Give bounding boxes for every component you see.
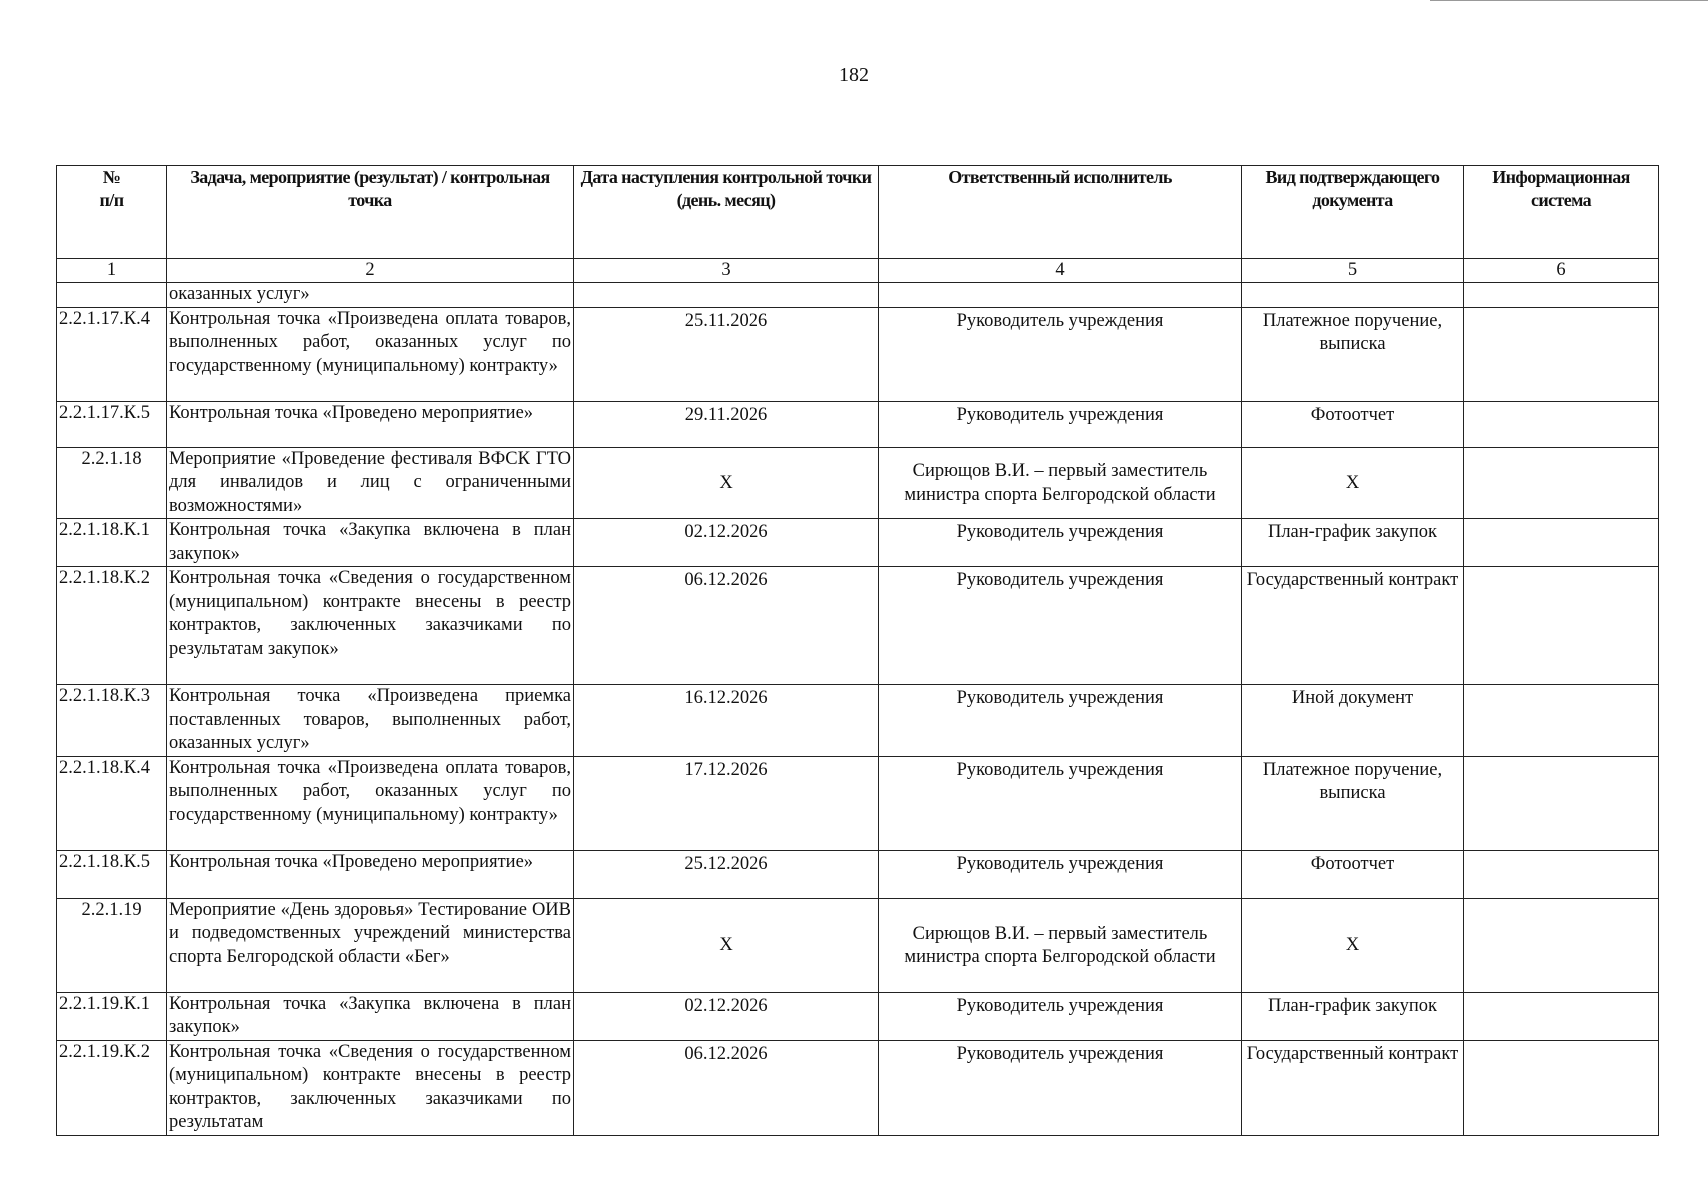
event-row <box>57 898 1659 992</box>
row-date: 02.12.2026 <box>574 992 879 1040</box>
row-system <box>1464 850 1659 898</box>
row-document: Иной документ <box>1242 685 1464 757</box>
row-date: 06.12.2026 <box>574 1040 879 1135</box>
row-task: Контрольная точка «Закупка включена в план закупок» <box>167 992 574 1040</box>
checkpoint-row <box>57 992 1659 1040</box>
row-task: Контрольная точка «Проведено мероприятие» <box>167 850 574 898</box>
row-date: 17.12.2026 <box>574 756 879 850</box>
row-document: План-график закупок <box>1242 992 1464 1040</box>
checkpoint-row <box>57 567 1659 685</box>
checkpoint-row <box>57 756 1659 850</box>
checkpoint-row <box>57 850 1659 898</box>
row-task: Мероприятие «День здоровья» Тестирование ОИВ и подведомственных учреждений министерства спорта Белгородской области «Бег» <box>167 898 574 992</box>
row-document: Платежное поручение, выписка <box>1242 307 1464 401</box>
row-system <box>1464 447 1659 519</box>
row-number: 2.2.1.18.К.3 <box>57 685 167 757</box>
row-task: Мероприятие «Проведение фестиваля ВФСК ГТО для инвалидов и лиц с ограниченными возможностями» <box>167 447 574 519</box>
row-number: 2.2.1.17.К.5 <box>57 401 167 447</box>
row-system <box>1464 1040 1659 1135</box>
row-document: Фотоотчет <box>1242 850 1464 898</box>
plan-table <box>56 165 1659 1136</box>
row-task: Контрольная точка «Сведения о государственном (муниципальном) контракте внесены в реестр контрактов, заключенных заказчиками по результатам <box>167 1040 574 1135</box>
event-row <box>57 447 1659 519</box>
header-number: № п/п <box>57 166 167 259</box>
column-number: 6 <box>1464 259 1659 283</box>
row-responsible: Руководитель учреждения <box>879 519 1242 567</box>
column-number-row <box>57 259 1659 283</box>
row-task: Контрольная точка «Произведена оплата товаров, выполненных работ, оказанных услуг по государственному (муниципальному) контракту» <box>167 307 574 401</box>
row-system <box>1464 519 1659 567</box>
row-number: 2.2.1.18.К.2 <box>57 567 167 685</box>
header-document: Вид подтверждающего документа <box>1242 166 1464 259</box>
header-row <box>57 166 1659 259</box>
row-number: 2.2.1.18 <box>57 447 167 519</box>
row-number: 2.2.1.18.К.5 <box>57 850 167 898</box>
checkpoint-row <box>57 1040 1659 1135</box>
row-responsible: Руководитель учреждения <box>879 567 1242 685</box>
checkpoint-row <box>57 401 1659 447</box>
row-date: Х <box>574 447 879 519</box>
row-task: Контрольная точка «Произведена оплата товаров, выполненных работ, оказанных услуг по государственному (муниципальному) контракту» <box>167 756 574 850</box>
row-system <box>1464 567 1659 685</box>
row-responsible: Руководитель учреждения <box>879 685 1242 757</box>
row-document: Платежное поручение, выписка <box>1242 756 1464 850</box>
continuation-number-cell <box>57 283 167 308</box>
header-system: Информационная система <box>1464 166 1659 259</box>
header-responsible: Ответственный исполнитель <box>879 166 1242 259</box>
checkpoint-row <box>57 519 1659 567</box>
row-date: 06.12.2026 <box>574 567 879 685</box>
row-date: Х <box>574 898 879 992</box>
row-number: 2.2.1.18.К.4 <box>57 756 167 850</box>
continuation-responsible-cell <box>879 283 1242 308</box>
row-system <box>1464 898 1659 992</box>
continuation-date-cell <box>574 283 879 308</box>
row-responsible: Руководитель учреждения <box>879 756 1242 850</box>
row-number: 2.2.1.19.К.1 <box>57 992 167 1040</box>
row-date: 29.11.2026 <box>574 401 879 447</box>
row-task: Контрольная точка «Произведена приемка поставленных товаров, выполненных работ, оказанных услуг» <box>167 685 574 757</box>
column-number: 2 <box>167 259 574 283</box>
header-task: Задача, мероприятие (результат) / контрольная точка <box>167 166 574 259</box>
row-date: 02.12.2026 <box>574 519 879 567</box>
page-number: 182 <box>839 64 869 86</box>
row-responsible: Руководитель учреждения <box>879 1040 1242 1135</box>
row-responsible: Руководитель учреждения <box>879 307 1242 401</box>
row-document: Государственный контракт <box>1242 567 1464 685</box>
row-system <box>1464 401 1659 447</box>
column-number: 4 <box>879 259 1242 283</box>
row-system <box>1464 685 1659 757</box>
row-document: Государственный контракт <box>1242 1040 1464 1135</box>
row-system <box>1464 307 1659 401</box>
column-number: 1 <box>57 259 167 283</box>
continuation-system-cell <box>1464 283 1659 308</box>
header-date: Дата наступления контрольной точки (день. месяц) <box>574 166 879 259</box>
row-task: Контрольная точка «Закупка включена в план закупок» <box>167 519 574 567</box>
top-edge-rule <box>1430 0 1708 1</box>
checkpoint-row <box>57 307 1659 401</box>
row-date: 25.11.2026 <box>574 307 879 401</box>
row-responsible: Руководитель учреждения <box>879 992 1242 1040</box>
row-responsible: Сирющов В.И. – первый заместитель министра спорта Белгородской области <box>879 447 1242 519</box>
continuation-document-cell <box>1242 283 1464 308</box>
row-task: Контрольная точка «Проведено мероприятие» <box>167 401 574 447</box>
row-responsible: Руководитель учреждения <box>879 850 1242 898</box>
row-system <box>1464 756 1659 850</box>
row-number: 2.2.1.19 <box>57 898 167 992</box>
row-document: Х <box>1242 447 1464 519</box>
row-date: 16.12.2026 <box>574 685 879 757</box>
row-number: 2.2.1.18.К.1 <box>57 519 167 567</box>
continuation-row <box>57 283 1659 308</box>
row-system <box>1464 992 1659 1040</box>
row-date: 25.12.2026 <box>574 850 879 898</box>
row-responsible: Руководитель учреждения <box>879 401 1242 447</box>
row-document: План-график закупок <box>1242 519 1464 567</box>
row-document: Фотоотчет <box>1242 401 1464 447</box>
row-document: Х <box>1242 898 1464 992</box>
checkpoint-row <box>57 685 1659 757</box>
continuation-text: оказанных услуг» <box>167 283 574 308</box>
row-task: Контрольная точка «Сведения о государственном (муниципальном) контракте внесены в реестр контрактов, заключенных заказчиками по результатам закупок» <box>167 567 574 685</box>
column-number: 5 <box>1242 259 1464 283</box>
row-number: 2.2.1.19.К.2 <box>57 1040 167 1135</box>
column-number: 3 <box>574 259 879 283</box>
row-number: 2.2.1.17.К.4 <box>57 307 167 401</box>
row-responsible: Сирющов В.И. – первый заместитель министра спорта Белгородской области <box>879 898 1242 992</box>
